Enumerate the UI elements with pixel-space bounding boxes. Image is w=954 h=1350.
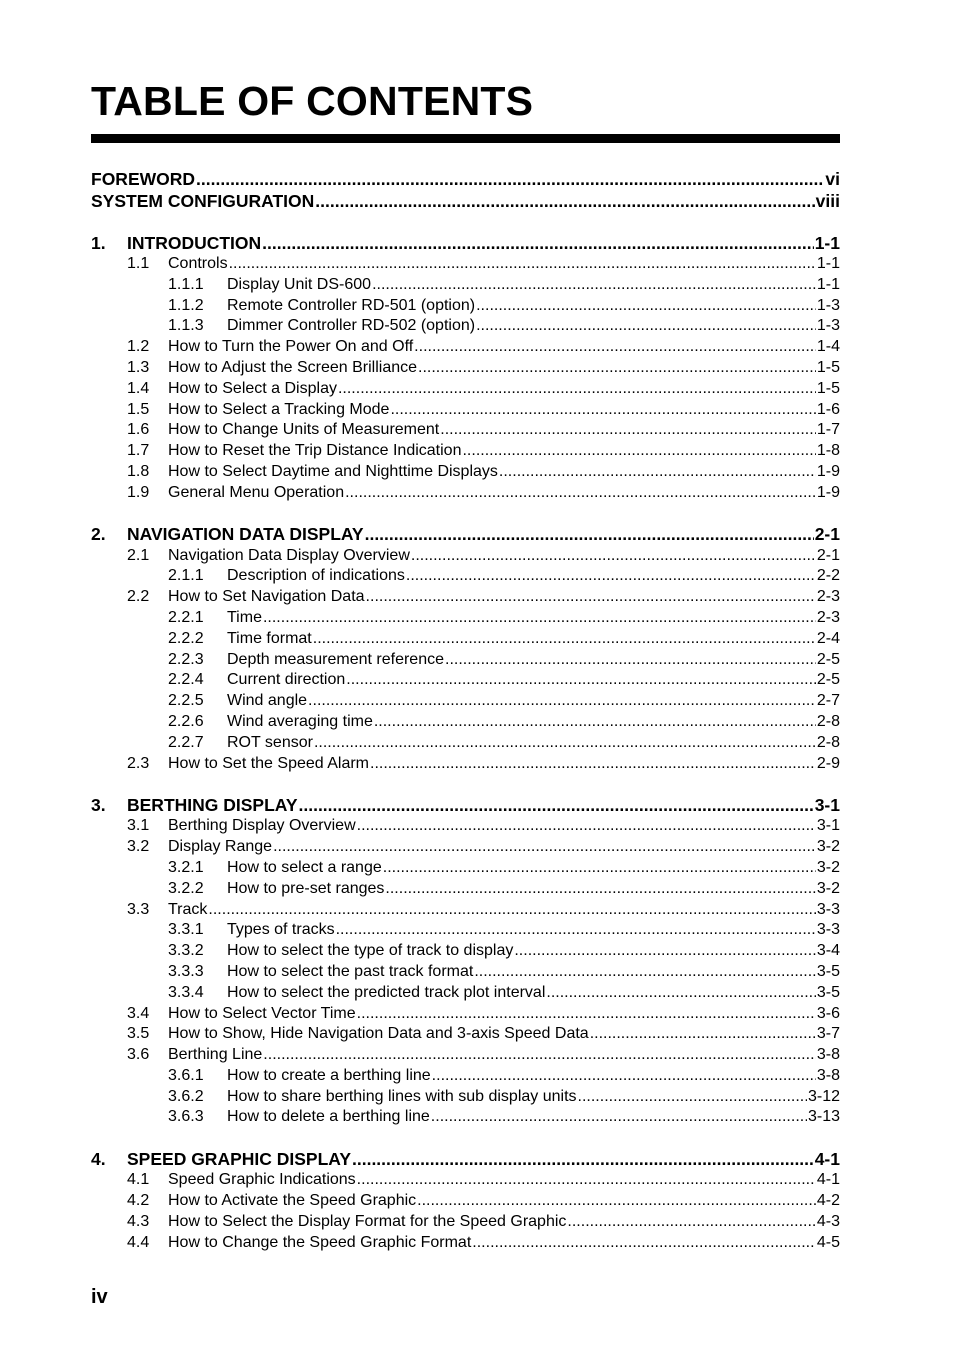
dot-leader: [263, 1045, 816, 1066]
toc-entry-number: 2.1: [127, 546, 150, 564]
title-rule: [91, 134, 840, 143]
toc-entry-number: 2.2: [127, 588, 150, 606]
toc-subsection-entry[interactable]: [91, 733, 840, 754]
toc-entry-number: 2.1.1: [168, 567, 204, 585]
toc-subsection-entry[interactable]: [91, 1107, 840, 1128]
toc-section-entry[interactable]: [91, 400, 840, 421]
dot-leader: [411, 546, 816, 567]
dot-leader: [262, 233, 814, 255]
toc-section-entry[interactable]: [91, 1004, 840, 1025]
toc-subsection-entry[interactable]: [91, 275, 840, 296]
toc-entry-label: SYSTEM CONFIGURATION: [91, 190, 315, 211]
dot-leader: [590, 1024, 816, 1045]
toc-entry-label: Display Range: [168, 838, 273, 856]
toc-entry-page: 2-7: [816, 692, 840, 710]
toc-entry-number: 1.3: [127, 358, 150, 376]
toc-subsection-entry[interactable]: [91, 566, 840, 587]
toc-subsection-entry[interactable]: [91, 858, 840, 879]
toc-entry-number: 2.2.1: [168, 608, 204, 626]
toc-entry-label: How to Select Daytime and Nighttime Displays: [168, 462, 498, 480]
toc-entry-number: 3.: [91, 794, 106, 815]
toc-subsection-entry[interactable]: [91, 670, 840, 691]
toc-subsection-entry[interactable]: [91, 608, 840, 629]
toc-entry-label: How to Set the Speed Alarm: [168, 754, 369, 772]
dot-leader: [414, 337, 816, 358]
toc-entry-label: How to Turn the Power On and Off: [168, 338, 414, 356]
dot-leader: [445, 650, 816, 671]
dot-leader: [346, 670, 816, 691]
toc-entry-page: 3-8: [816, 1066, 840, 1084]
dot-leader: [374, 712, 816, 733]
dot-leader: [406, 566, 816, 587]
toc-section-entry[interactable]: [91, 483, 840, 504]
dot-leader: [336, 920, 816, 941]
dot-leader: [440, 420, 816, 441]
toc-entry-label: INTRODUCTION: [127, 232, 262, 253]
toc-chapter-entry[interactable]: [91, 795, 840, 817]
toc-subsection-entry[interactable]: [91, 650, 840, 671]
toc-entry-number: 1.4: [127, 379, 150, 397]
toc-entry-page: 3-12: [807, 1087, 840, 1105]
toc-entry-label: How to delete a berthing line: [227, 1108, 430, 1126]
toc-section-entry[interactable]: [91, 337, 840, 358]
toc-entry-label: Wind angle: [227, 692, 308, 710]
toc-entry-page: vi: [825, 169, 840, 189]
toc-entry-number: 3.4: [127, 1004, 150, 1022]
toc-entry-page: 4-3: [816, 1212, 840, 1230]
toc-entry-page: 3-5: [816, 962, 840, 980]
toc-entry-label: How to select a range: [227, 858, 382, 876]
toc-entry-page: 1-3: [816, 296, 840, 314]
toc-entry-label: BERTHING DISPLAY: [127, 794, 298, 815]
toc-entry-number: 1.: [91, 232, 106, 253]
toc-entry-number: 1.9: [127, 483, 150, 501]
toc-entry-number: 3.1: [127, 817, 150, 835]
toc-entry-number: 1.2: [127, 338, 150, 356]
dot-leader: [366, 587, 816, 608]
page-title: TABLE OF CONTENTS: [91, 78, 534, 124]
toc-section-entry[interactable]: [91, 754, 840, 775]
dot-leader: [370, 754, 816, 775]
toc-entry-page: 1-1: [816, 275, 840, 293]
toc-entry-number: 2.2.2: [168, 629, 204, 647]
dot-leader: [338, 379, 816, 400]
toc-entry-page: 3-2: [816, 838, 840, 856]
toc-entry-number: 2.2.5: [168, 692, 204, 710]
dot-leader: [418, 358, 816, 379]
toc-entry-number: 4.1: [127, 1171, 150, 1189]
toc-entry-page: 1-9: [816, 483, 840, 501]
toc-entry-label: How to Select the Display Format for the Speed Graphic: [168, 1212, 567, 1230]
toc-entry-page: 3-4: [816, 942, 840, 960]
toc-entry-number: 4.4: [127, 1233, 150, 1251]
toc-entry-page: 1-1: [816, 255, 840, 272]
toc-entry-number: 3.6.2: [168, 1087, 204, 1105]
dot-leader: [345, 483, 816, 504]
toc-front-entry[interactable]: [91, 191, 840, 213]
toc-section-entry[interactable]: [91, 587, 840, 608]
toc-section-entry[interactable]: [91, 816, 840, 837]
toc-entry-page: 4-1: [814, 1148, 840, 1169]
toc-subsection-entry[interactable]: [91, 316, 840, 337]
toc-entry-number: 1.1.2: [168, 296, 204, 314]
toc-entry-number: 4.2: [127, 1192, 150, 1210]
dot-leader: [499, 462, 816, 483]
dot-leader: [390, 400, 815, 421]
toc-entry-label: How to Change the Speed Graphic Format: [168, 1233, 472, 1251]
toc-entry-page: 2-3: [816, 608, 840, 626]
toc-subsection-entry[interactable]: [91, 629, 840, 650]
toc-section-entry[interactable]: [91, 900, 840, 921]
toc-entry-number: 2.2.4: [168, 671, 204, 689]
dot-leader: [472, 1233, 816, 1254]
toc-entry-label: Navigation Data Display Overview: [168, 546, 410, 564]
toc-entry-label: How to Activate the Speed Graphic: [168, 1192, 417, 1210]
toc-entry-label: Controls: [168, 255, 228, 272]
toc-entry-page: 2-4: [816, 629, 840, 647]
toc-entry-page: 4-5: [816, 1233, 840, 1251]
dot-leader: [567, 1212, 815, 1233]
toc-section-entry[interactable]: [91, 1045, 840, 1066]
toc-section-entry[interactable]: [91, 358, 840, 379]
toc-entry-page: 2-8: [816, 712, 840, 730]
toc-entry-label: How to pre-set ranges: [227, 879, 385, 897]
toc-entry-label: Remote Controller RD-501 (option): [227, 296, 476, 314]
toc-entry-page: 1-9: [816, 462, 840, 480]
toc-entry-page: 3-5: [816, 983, 840, 1001]
toc-entry-number: 3.5: [127, 1025, 150, 1043]
toc-chapter-entry[interactable]: [91, 1149, 840, 1171]
toc-entry-label: How to Change Units of Measurement: [168, 421, 440, 439]
toc-entry-label: How to create a berthing line: [227, 1066, 431, 1084]
dot-leader: [385, 879, 815, 900]
toc-entry-page: 1-5: [816, 358, 840, 376]
dot-leader: [372, 275, 816, 296]
toc-entry-number: 4.3: [127, 1212, 150, 1230]
toc-subsection-entry[interactable]: [91, 941, 840, 962]
toc-entry-page: viii: [815, 190, 840, 211]
toc-subsection-entry[interactable]: [91, 1066, 840, 1087]
toc-entry-label: Description of indications: [227, 567, 405, 585]
toc-entry-page: 3-2: [816, 858, 840, 876]
toc-entry-number: 2.2.6: [168, 712, 204, 730]
toc-entry-label: Display Unit DS-600: [227, 275, 372, 293]
toc-entry-label: How to Show, Hide Navigation Data and 3-axis Speed Data: [168, 1025, 589, 1043]
toc-front-entry[interactable]: [91, 169, 840, 191]
toc-entry-page: 1-4: [816, 338, 840, 356]
toc-entry-page: 1-5: [816, 379, 840, 397]
dot-leader: [383, 858, 816, 879]
page-number: iv: [91, 1286, 108, 1308]
toc-section-entry[interactable]: [91, 546, 840, 567]
toc-entry-label: How to select the predicted track plot interval: [227, 983, 546, 1001]
dot-leader: [313, 629, 816, 650]
toc-entry-number: 3.2.1: [168, 858, 204, 876]
dot-leader: [578, 1087, 807, 1108]
toc-section-entry[interactable]: [91, 379, 840, 400]
toc-entry-number: 1.1: [127, 255, 150, 272]
toc-entry-label: General Menu Operation: [168, 483, 345, 501]
toc-entry-number: 3.6: [127, 1046, 150, 1064]
toc-section-entry[interactable]: [91, 1191, 840, 1212]
toc-entry-label: How to select the type of track to display: [227, 942, 514, 960]
toc-entry-number: 1.6: [127, 421, 150, 439]
toc-entry-label: Types of tracks: [227, 921, 335, 939]
toc-entry-number: 3.3.2: [168, 942, 204, 960]
toc-section-entry[interactable]: [91, 1212, 840, 1233]
dot-leader: [476, 316, 816, 337]
toc-entry-number: 1.1.1: [168, 275, 204, 293]
toc-entry-number: 1.8: [127, 462, 150, 480]
toc-entry-label: FOREWORD: [91, 169, 196, 189]
dot-leader: [315, 191, 814, 213]
dot-leader: [357, 816, 816, 837]
dot-leader: [432, 1066, 816, 1087]
toc-chapter-entry[interactable]: [91, 524, 840, 546]
toc-entry-page: 3-1: [816, 817, 840, 835]
toc-entry-number: 2.2.7: [168, 733, 204, 751]
toc-entry-number: 3.2.2: [168, 879, 204, 897]
toc-entry-label: NAVIGATION DATA DISPLAY: [127, 524, 364, 545]
dot-leader: [314, 733, 816, 754]
dot-leader: [431, 1107, 807, 1128]
toc-entry-page: 3-13: [807, 1108, 840, 1126]
toc-subsection-entry[interactable]: [91, 712, 840, 733]
toc-subsection-entry[interactable]: [91, 691, 840, 712]
toc-entry-label: SPEED GRAPHIC DISPLAY: [127, 1148, 351, 1169]
dot-leader: [476, 296, 816, 317]
toc-entry-page: 2-8: [816, 733, 840, 751]
toc-entry-label: Dimmer Controller RD-502 (option): [227, 317, 476, 335]
dot-leader: [299, 795, 814, 817]
dot-leader: [474, 962, 816, 983]
toc-entry-label: Current direction: [227, 671, 346, 689]
toc-subsection-entry[interactable]: [91, 983, 840, 1004]
toc-entry-number: 3.6.1: [168, 1066, 204, 1084]
toc-entry-number: 2.2.3: [168, 650, 204, 668]
toc-entry-label: Berthing Display Overview: [168, 817, 356, 835]
toc-entry-label: Time format: [227, 629, 312, 647]
dot-leader: [273, 837, 816, 858]
dot-leader: [514, 941, 816, 962]
table-of-contents: [91, 169, 840, 1253]
toc-entry-page: 3-3: [816, 921, 840, 939]
toc-entry-page: 3-8: [816, 1046, 840, 1064]
toc-entry-label: How to select the past track format: [227, 962, 474, 980]
toc-entry-label: How to share berthing lines with sub display units: [227, 1087, 577, 1105]
dot-leader: [196, 169, 824, 191]
toc-entry-label: Track: [168, 900, 208, 918]
toc-entry-page: 2-5: [816, 650, 840, 668]
toc-subsection-entry[interactable]: [91, 962, 840, 983]
toc-section-entry[interactable]: [91, 1024, 840, 1045]
toc-entry-number: 3.3.1: [168, 921, 204, 939]
toc-entry-page: 3-3: [816, 900, 840, 918]
toc-entry-page: 3-7: [816, 1025, 840, 1043]
toc-entry-page: 2-1: [816, 546, 840, 564]
toc-section-entry[interactable]: [91, 441, 840, 462]
toc-entry-page: 2-3: [816, 588, 840, 606]
dot-leader: [352, 1149, 814, 1171]
toc-entry-number: 2.3: [127, 754, 150, 772]
toc-entry-label: Speed Graphic Indications: [168, 1171, 356, 1189]
toc-entry-number: 3.2: [127, 838, 150, 856]
toc-section-entry[interactable]: [91, 1170, 840, 1191]
toc-entry-page: 1-7: [816, 421, 840, 439]
toc-entry-label: How to Adjust the Screen Brilliance: [168, 358, 418, 376]
toc-entry-label: How to Set Navigation Data: [168, 588, 365, 606]
toc-subsection-entry[interactable]: [91, 1087, 840, 1108]
toc-entry-label: ROT sensor: [227, 733, 313, 751]
toc-entry-page: 1-1: [814, 232, 840, 253]
toc-entry-number: 3.6.3: [168, 1108, 204, 1126]
toc-entry-page: 4-2: [816, 1192, 840, 1210]
toc-entry-page: 3-1: [814, 794, 840, 815]
toc-entry-page: 3-2: [816, 879, 840, 897]
toc-subsection-entry[interactable]: [91, 920, 840, 941]
dot-leader: [208, 900, 815, 921]
toc-entry-number: 1.5: [127, 400, 150, 418]
toc-entry-label: Time: [227, 608, 262, 626]
toc-section-entry[interactable]: [91, 254, 840, 275]
toc-entry-page: 2-5: [816, 671, 840, 689]
toc-entry-label: Berthing Line: [168, 1046, 263, 1064]
toc-entry-page: 4-1: [816, 1171, 840, 1189]
toc-entry-number: 2.: [91, 524, 106, 545]
toc-entry-page: 1-6: [816, 400, 840, 418]
toc-chapter-entry[interactable]: [91, 233, 840, 255]
toc-entry-label: How to Select a Tracking Mode: [168, 400, 390, 418]
toc-entry-number: 3.3.3: [168, 962, 204, 980]
toc-entry-page: 2-2: [816, 567, 840, 585]
dot-leader: [357, 1170, 816, 1191]
dot-leader: [308, 691, 816, 712]
toc-entry-label: How to Select a Display: [168, 379, 337, 397]
dot-leader: [462, 441, 815, 462]
dot-leader: [417, 1191, 816, 1212]
toc-entry-number: 4.: [91, 1148, 106, 1169]
toc-entry-number: 1.1.3: [168, 317, 204, 335]
toc-section-entry[interactable]: [91, 1233, 840, 1254]
dot-leader: [546, 983, 816, 1004]
toc-entry-label: How to Reset the Trip Distance Indication: [168, 442, 462, 460]
toc-subsection-entry[interactable]: [91, 296, 840, 317]
toc-entry-label: How to Select Vector Time: [168, 1004, 356, 1022]
toc-section-entry[interactable]: [91, 420, 840, 441]
dot-leader: [365, 524, 814, 546]
toc-entry-number: 3.3.4: [168, 983, 204, 1001]
toc-entry-page: 2-9: [816, 754, 840, 772]
toc-entry-label: Depth measurement reference: [227, 650, 444, 668]
dot-leader: [357, 1004, 816, 1025]
toc-entry-page: 3-6: [816, 1004, 840, 1022]
toc-entry-label: Wind averaging time: [227, 712, 373, 730]
toc-section-entry[interactable]: [91, 837, 840, 858]
toc-entry-number: 1.7: [127, 442, 150, 460]
toc-entry-page: 1-3: [816, 317, 840, 335]
toc-entry-number: 3.3: [127, 900, 150, 918]
toc-entry-page: 1-8: [816, 442, 840, 460]
dot-leader: [229, 254, 816, 275]
toc-section-entry[interactable]: [91, 462, 840, 483]
toc-subsection-entry[interactable]: [91, 879, 840, 900]
toc-entry-page: 2-1: [814, 524, 840, 545]
dot-leader: [263, 608, 816, 629]
